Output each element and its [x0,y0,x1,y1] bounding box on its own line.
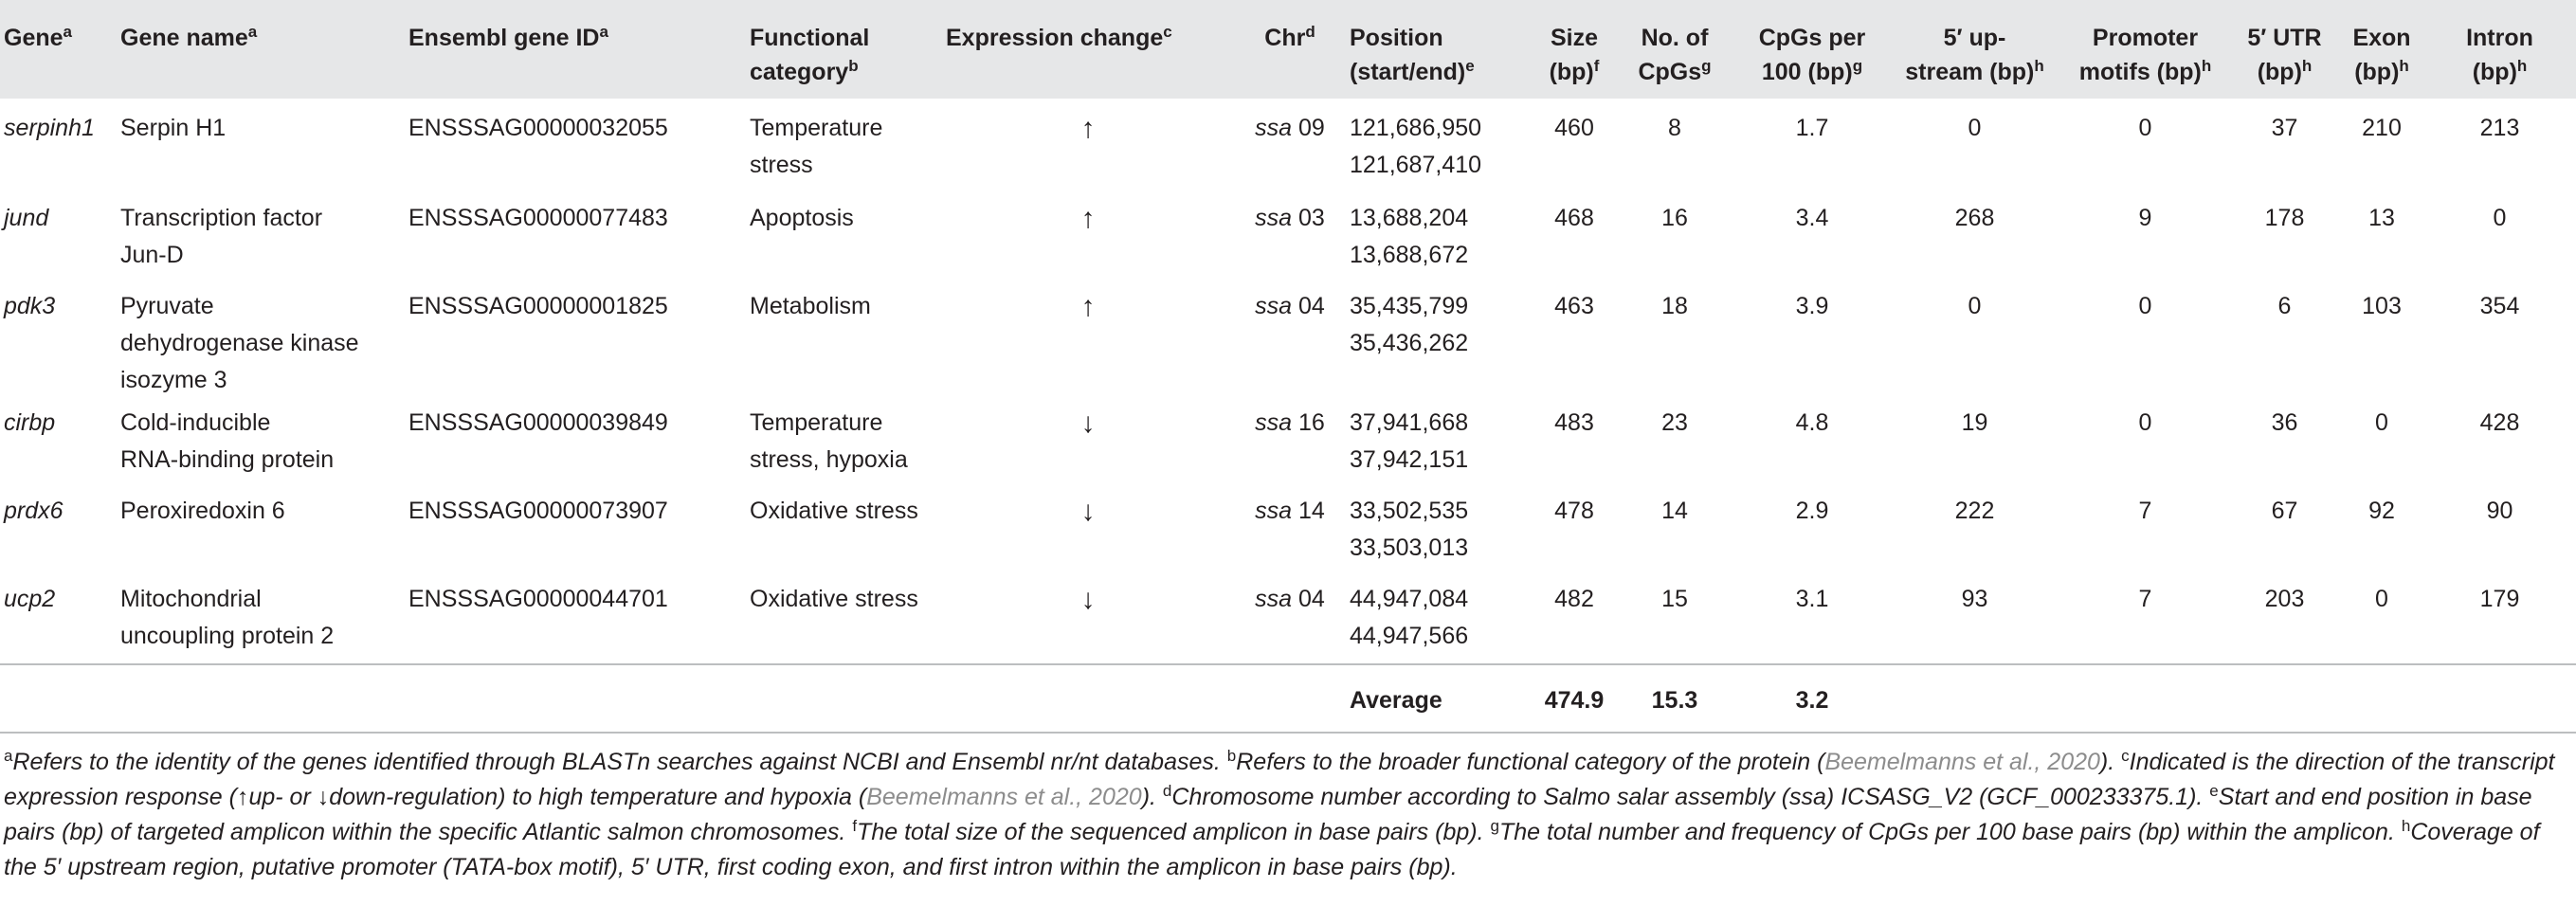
cell-chr: ssa 16 [1255,409,1325,436]
cell-no-cpgs: 18 [1661,293,1688,319]
cell-utr: 37 [2271,115,2298,141]
cell-gene-name: Serpin H1 [120,115,227,141]
cell-size: 483 [1554,409,1594,436]
cell-chr: ssa 03 [1255,205,1325,231]
col-header-chr: Chr$^d$ [1264,23,1315,51]
cell-position: 35,435,799 35,436,262 [1350,293,1469,356]
cell-utr: 36 [2271,409,2298,436]
cell-gene-name: Transcription factor Jun-D [120,205,323,268]
average-row [0,664,2576,733]
cell-promoter: 7 [2138,586,2152,612]
col-header-promoter: Promoter motifs (bp)$^h$ [2078,25,2212,85]
cell-no-cpgs: 16 [1661,205,1688,231]
cell-exon: 13 [2368,205,2395,231]
col-header-intron: Intron (bp)$^h$ [2466,25,2533,85]
footnote-h: Coverage of the 5′ upstream region, putative promoter (TATA-box motif), 5′ UTR, first coding exon, and first intron within the amplicon in base pairs (bp). [4,819,2540,880]
cell-cpgs-per-100: 3.9 [1795,293,1829,319]
col-header-expression-change: Expression change$^c$ [946,23,1172,51]
footnote-b: Refers to the broader functional category of the protein ( [1236,749,1825,775]
cell-no-cpgs: 14 [1661,498,1688,524]
cell-upstream: 0 [1968,115,1982,141]
table-row [0,99,2576,194]
cell-gene: prdx6 [4,498,63,524]
cell-upstream: 93 [1961,586,1988,612]
cell-no-cpgs: 8 [1668,115,1681,141]
cell-promoter: 0 [2138,293,2152,319]
col-header-upstream: 5′ up- stream (bp)$^h$ [1905,25,2044,85]
table-row [0,575,2576,664]
cell-promoter: 0 [2138,115,2152,141]
cell-exon: 103 [2362,293,2402,319]
cell-functional-category: Oxidative stress [750,498,918,524]
footnote-g: The total number and frequency of CpGs per 100 base pairs (bp) within the amplicon. [1498,819,2402,845]
table-row [0,399,2576,487]
col-header-gene-name: Gene name$^a$ [120,23,258,51]
average-size: 474.9 [1535,664,1613,733]
col-header-cpgs-per-100: CpGs per 100 (bp)$^g$ [1758,25,1866,85]
cell-exon: 0 [2375,409,2388,436]
cell-gene: jund [4,205,49,231]
col-header-size: Size (bp)$^f$ [1549,25,1600,85]
cell-intron: 354 [2479,293,2520,319]
cell-gene-name: Pyruvate dehydrogenase kinase isozyme 3 [120,293,359,393]
cell-position: 33,502,535 33,503,013 [1350,498,1469,561]
cell-upstream: 19 [1961,409,1988,436]
cell-intron: 0 [2493,205,2507,231]
cell-upstream: 0 [1968,293,1982,319]
cell-expression-arrow: ↑ [1080,203,1096,234]
cell-intron: 179 [2479,586,2520,612]
footnote-b-citation[interactable]: Beemelmanns et al., 2020 [1824,749,2100,775]
cell-promoter: 9 [2138,205,2152,231]
cell-exon: 92 [2368,498,2395,524]
col-header-ensembl-id: Ensembl gene $ID^a$ [408,23,608,51]
table-row [0,194,2576,282]
cell-functional-category: Apoptosis [750,205,854,231]
cell-promoter: 7 [2138,498,2152,524]
cell-position: 13,688,204 13,688,672 [1350,205,1469,268]
cell-ensembl-id: ENSSSAG00000001825 [408,293,668,319]
average-cpgs: 15.3 [1613,664,1736,733]
table-footnotes: $^a$Refers to the identity of the genes identified through BLASTn searches against NCBI and Ensembl nr/nt databases. $^b$Refers to the broader functional category of the protein (Beemelmanns et al., 2020). $^c$Indicated is the direction of the transcript expression response (↑up- or ↓down-regulation) to high temperature and hypoxia (Beemelmanns et al., 2020). $^d$Chromosome number according to Salmo salar assembly (ssa) ICSASG_V2 (GCF_000233375.1). $^e$Start and end position in base pairs (bp) of targeted amplicon within the specific Atlantic salmon chromosomes. $^f$The total size of the sequenced amplicon in base pairs (bp). $^g$The total number and frequency of CpGs per 100 base pairs (bp) within the amplicon. $^h$Coverage of the 5′ upstream region, putative promoter (TATA-box motif), 5′ UTR, first coding exon, and first intron within the amplicon in base pairs (bp). [4,747,2555,880]
cell-chr: ssa 09 [1255,115,1325,141]
cell-chr: ssa 04 [1255,586,1325,612]
cell-utr: 178 [2264,205,2305,231]
cell-gene: ucp2 [4,586,56,612]
cell-ensembl-id: ENSSSAG00000039849 [408,409,668,436]
cell-exon: 210 [2362,115,2402,141]
cell-functional-category: Temperature stress [750,115,883,178]
cell-position: 37,941,668 37,942,151 [1350,409,1469,473]
cell-no-cpgs: 23 [1661,409,1688,436]
cell-cpgs-per-100: 1.7 [1795,115,1829,141]
cell-chr: ssa 04 [1255,293,1325,319]
cell-size: 468 [1554,205,1594,231]
cell-size: 482 [1554,586,1594,612]
footnote-c: Indicated is the direction of the transcript expression response (↑up- or ↓down-regulation) to high temperature and hypoxia ( [4,749,2555,810]
cell-size: 478 [1554,498,1594,524]
col-header-no-cpgs: No. of CpGs$^g$ [1638,25,1712,85]
cell-intron: 90 [2486,498,2513,524]
cell-functional-category: Metabolism [750,293,871,319]
footnote-f: The total size of the sequenced amplicon in base pairs (bp). [857,819,1491,845]
cell-utr: 203 [2264,586,2305,612]
cell-position: 44,947,084 44,947,566 [1350,586,1469,649]
cell-utr: 6 [2277,293,2292,319]
cell-size: 460 [1554,115,1594,141]
cell-cpgs-per-100: 2.9 [1795,498,1829,524]
footnote-d: Chromosome number according to Salmo salar assembly (ssa) ICSASG_V2 (GCF_000233375.1). [1171,784,2210,810]
cell-ensembl-id: ENSSSAG00000077483 [408,205,668,231]
table-row [0,487,2576,575]
cell-utr: 67 [2271,498,2298,524]
average-label: Average [1346,664,1535,733]
cell-upstream: 222 [1954,498,1995,524]
footnote-a: Refers to the identity of the genes identified through BLASTn searches against NCBI and Ensembl nr/nt databases. [12,749,1227,775]
cell-functional-category: Oxidative stress [750,586,918,612]
cell-position: 121,686,950 121,687,410 [1350,115,1482,178]
cell-intron: 213 [2479,115,2520,141]
cell-gene-name: Cold-inducible RNA-binding protein [120,409,335,473]
cell-expression-arrow: ↑ [1080,113,1096,144]
cell-gene: cirbp [4,409,56,436]
cell-cpgs-per-100: 3.4 [1795,205,1829,231]
cell-expression-arrow: ↓ [1080,496,1096,527]
cell-functional-category: Temperature stress, hypoxia [750,409,908,473]
cell-cpgs-per-100: 4.8 [1795,409,1829,436]
cell-intron: 428 [2479,409,2520,436]
cell-gene: serpinh1 [4,115,95,141]
cell-promoter: 0 [2138,409,2152,436]
footnote-c-citation[interactable]: Beemelmanns et al., 2020 [866,784,1142,810]
cell-expression-arrow: ↓ [1080,408,1096,439]
col-header-functional-category: Functional category$^b$ [750,25,870,85]
col-header-utr: 5′ UTR (bp)$^h$ [2247,25,2322,85]
cell-cpgs-per-100: 3.1 [1795,586,1829,612]
cell-size: 463 [1554,293,1594,319]
average-cpgs-per-100: 3.2 [1736,664,1888,733]
header-row [0,0,2576,99]
cell-ensembl-id: ENSSSAG00000044701 [408,586,668,612]
cell-gene-name: Mitochondrial uncoupling protein 2 [120,586,335,649]
cell-expression-arrow: ↑ [1080,291,1096,322]
col-header-gene: Gene$^a$ [4,23,72,51]
cell-ensembl-id: ENSSSAG00000032055 [408,115,668,141]
col-header-exon: Exon (bp)$^h$ [2352,25,2411,85]
cell-gene-name: Peroxiredoxin 6 [120,498,285,524]
cell-ensembl-id: ENSSSAG00000073907 [408,498,668,524]
cell-expression-arrow: ↓ [1080,584,1096,615]
table-row [0,282,2576,399]
cell-upstream: 268 [1954,205,1995,231]
cell-exon: 0 [2375,586,2388,612]
cell-no-cpgs: 15 [1661,586,1688,612]
cell-chr: ssa 14 [1255,498,1325,524]
footnote-e: Start and end position in base pairs (bp) of targeted amplicon within the specific Atlantic salmon chromosomes. [4,784,2532,845]
cell-gene: pdk3 [4,293,56,319]
col-header-position: Position (start/end)$^e$ [1350,25,1475,85]
